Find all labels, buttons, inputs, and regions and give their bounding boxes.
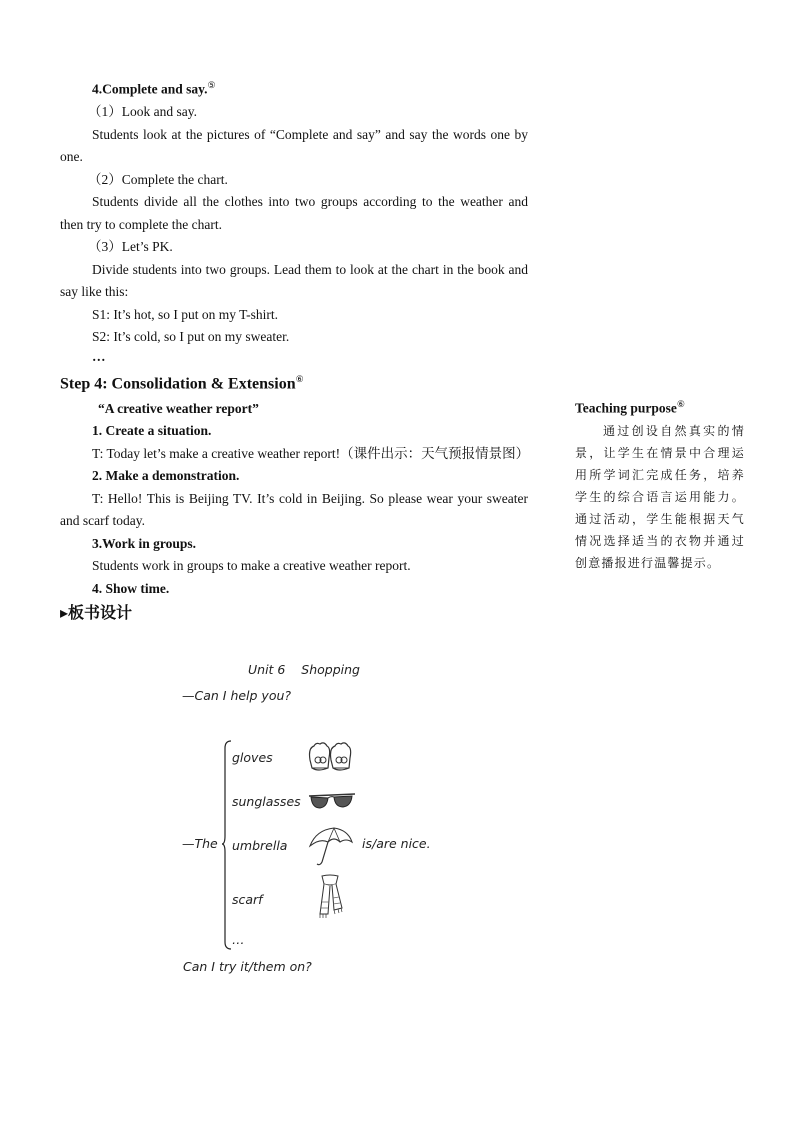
board-line1: —Can I help you? <box>182 688 292 703</box>
item3-label: （3）Let’s PK. <box>88 239 173 254</box>
board-word-umbrella: umbrella <box>232 838 288 853</box>
item1-label: （1）Look and say. <box>88 104 197 119</box>
sub3-text: Students work in groups to make a creative weather report. <box>92 558 411 574</box>
sub2-text: T: Hello! This is Beijing TV. It’s cold in Beijing. So please wear your sweater and scarf today. <box>60 490 528 529</box>
sub4-heading: 4. Show time. <box>92 580 170 596</box>
item3-text: Divide students into two groups. Lead them to look at the chart in the book and say like this: <box>60 261 528 299</box>
step4-subtitle: “A creative weather report” <box>98 400 259 416</box>
board-the-label: —The <box>182 836 218 851</box>
item1-text: Students look at the pictures of “Complete and say” and say the words one by one. <box>60 126 528 164</box>
ellipsis: … <box>92 348 106 364</box>
dialogue-s2: S2: It’s cold, so I put on my sweater. <box>92 329 290 344</box>
sub1-heading: 1. Create a situation. <box>92 423 212 439</box>
board-unit-title: Unit 6 Shopping <box>248 662 360 677</box>
gloves-icon <box>306 738 354 778</box>
curly-brace-icon <box>222 740 232 950</box>
item2-label: （2）Complete the chart. <box>88 171 228 187</box>
item2-text: Students divide all the clothes into two groups according to the weather and then try to complete the chart. <box>60 194 528 232</box>
main-column <box>60 74 528 626</box>
sub1-text: T: Today let’s make a creative weather report!（课件出示：天气预报情景图） <box>92 445 530 461</box>
board-heading: ▸板书设计 <box>60 605 133 623</box>
board-word-scarf: scarf <box>232 892 263 907</box>
board-suffix: is/are nice. <box>362 836 431 851</box>
sidebar-body: 通过创设自然真实的情景，让学生在情景中合理运用所学词汇完成任务，培养学生的综合语言运用能力。通过活动，学生能根据天气情况选择适当的衣物并通过创意播报进行温馨提示。 <box>575 423 745 570</box>
board-last-line: Can I try it/them on? <box>183 959 312 974</box>
sub2-heading: 2. Make a demonstration. <box>92 468 240 484</box>
teaching-purpose-sidebar <box>575 393 745 574</box>
step4-heading: Step 4: Consolidation & Extension⑥ <box>60 373 304 392</box>
section4-heading: 4.Complete and say.⑤ <box>92 80 216 97</box>
umbrella-icon <box>306 826 354 868</box>
board-word-sunglasses: sunglasses <box>232 794 301 809</box>
sub3-heading: 3.Work in groups. <box>92 535 197 551</box>
dialogue-s1: S1: It’s hot, so I put on my T-shirt. <box>92 306 279 322</box>
board-word-gloves: gloves <box>232 750 273 765</box>
board-word-ellipsis: … <box>232 932 245 947</box>
scarf-icon <box>314 874 346 920</box>
sunglasses-icon <box>306 790 358 814</box>
sidebar-title: Teaching purpose⑥ <box>575 399 685 416</box>
